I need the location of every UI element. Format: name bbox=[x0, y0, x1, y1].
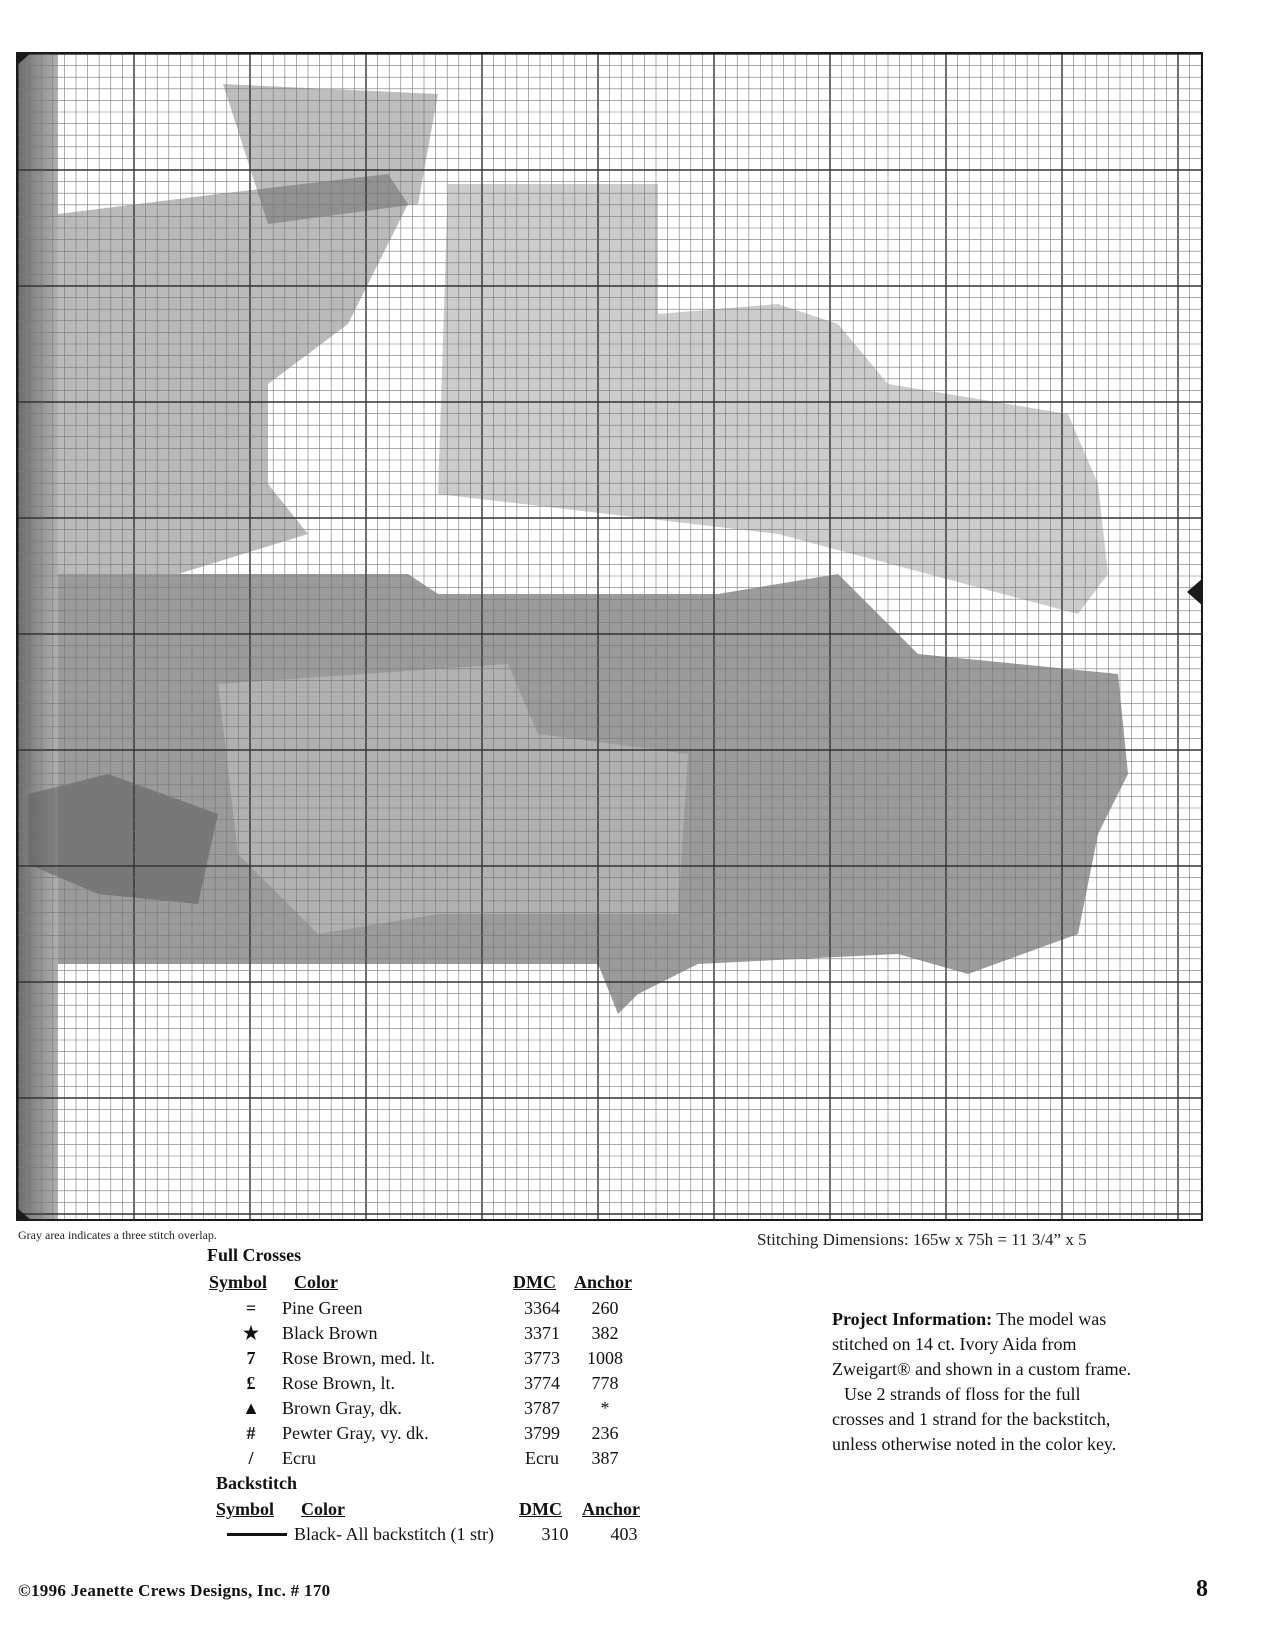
project-heading: Project Information: bbox=[832, 1309, 993, 1329]
fc-header-anchor: Anchor bbox=[574, 1272, 632, 1292]
center-marker-top-left bbox=[16, 52, 32, 66]
stitching-dimensions: Stitching Dimensions: 165w x 75h = 11 3/4” x 5 bbox=[757, 1230, 1087, 1249]
fc-header-dmc: DMC bbox=[513, 1272, 556, 1292]
cross-stitch-chart bbox=[16, 52, 1203, 1221]
symbol: ★ bbox=[242, 1323, 260, 1343]
dmc-number: 3773 bbox=[524, 1348, 560, 1368]
backstitch-title: Backstitch bbox=[216, 1473, 297, 1493]
project-text-1: The model was stitched on 14 ct. Ivory Aida from Zweigart® and shown in a custom frame. bbox=[832, 1309, 1132, 1379]
overlap-note: Gray area indicates a three stitch overlap. bbox=[18, 1228, 217, 1242]
anchor-number: 236 bbox=[591, 1423, 619, 1443]
full-crosses-title: Full Crosses bbox=[207, 1245, 302, 1265]
dmc-number: 3371 bbox=[524, 1323, 560, 1343]
bs-header-symbol: Symbol bbox=[216, 1499, 275, 1519]
dmc-number: Ecru bbox=[525, 1448, 559, 1468]
backstitch-anchor: 403 bbox=[610, 1524, 638, 1544]
symbol: # bbox=[246, 1423, 256, 1443]
dmc-number: 3787 bbox=[524, 1398, 560, 1418]
copyright: ©1996 Jeanette Crews Designs, Inc. # 170 bbox=[18, 1581, 331, 1600]
backstitch-dmc: 310 bbox=[541, 1524, 569, 1544]
dmc-number: 3774 bbox=[524, 1373, 560, 1393]
chart-grid bbox=[18, 54, 1203, 1221]
anchor-number: 1008 bbox=[587, 1348, 623, 1368]
symbol: = bbox=[245, 1298, 257, 1318]
center-marker-right bbox=[1187, 578, 1203, 606]
bs-header-color: Color bbox=[301, 1499, 345, 1519]
color-name: Pewter Gray, vy. dk. bbox=[282, 1423, 429, 1443]
color-name: Brown Gray, dk. bbox=[282, 1398, 402, 1418]
bs-header-dmc: DMC bbox=[519, 1499, 562, 1519]
anchor-number: 778 bbox=[591, 1373, 619, 1393]
backstitch-color: Black- All backstitch (1 str) bbox=[294, 1524, 494, 1544]
anchor-number: 260 bbox=[591, 1298, 619, 1318]
color-name: Pine Green bbox=[282, 1298, 363, 1318]
color-name: Rose Brown, med. lt. bbox=[282, 1348, 435, 1368]
fc-header-color: Color bbox=[294, 1272, 338, 1292]
fc-header-symbol: Symbol bbox=[209, 1272, 268, 1292]
page-number: 8 bbox=[1196, 1576, 1208, 1602]
color-name: Rose Brown, lt. bbox=[282, 1373, 396, 1393]
anchor-number: 382 bbox=[591, 1323, 619, 1343]
anchor-number: * bbox=[600, 1398, 610, 1418]
color-name: Ecru bbox=[282, 1448, 316, 1468]
backstitch-line-symbol bbox=[227, 1533, 287, 1536]
project-information bbox=[832, 1307, 1132, 1457]
project-text-2: Use 2 strands of floss for the full crosses and 1 strand for the backstitch, unless otherwise noted in the color key. bbox=[832, 1384, 1117, 1454]
dmc-number: 3364 bbox=[524, 1298, 560, 1318]
symbol: 7 bbox=[246, 1348, 256, 1368]
dmc-number: 3799 bbox=[524, 1423, 560, 1443]
center-marker-bottom-left bbox=[16, 1207, 32, 1221]
symbol: £ bbox=[246, 1373, 256, 1393]
anchor-number: 387 bbox=[591, 1448, 619, 1468]
bs-header-anchor: Anchor bbox=[582, 1499, 640, 1519]
symbol: / bbox=[248, 1448, 254, 1468]
symbol: ▲ bbox=[242, 1398, 260, 1418]
color-name: Black Brown bbox=[282, 1323, 378, 1343]
stitch-region-3 bbox=[438, 184, 1108, 614]
